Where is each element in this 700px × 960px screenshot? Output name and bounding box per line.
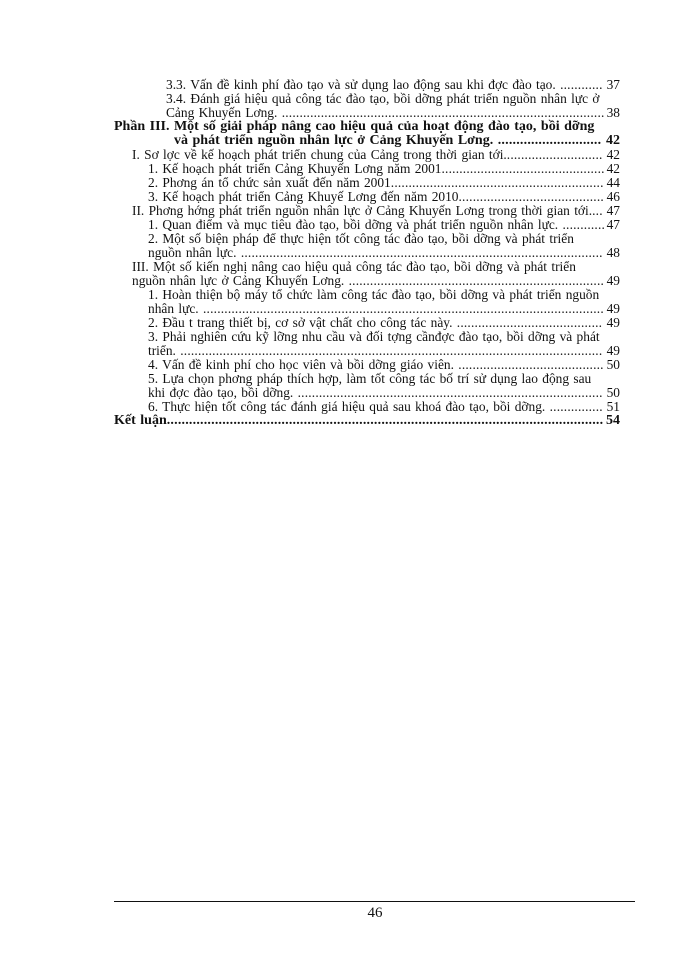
toc-entry-title	[166, 92, 606, 120]
toc-entry-page: 42	[606, 133, 620, 148]
toc-entry-title	[148, 400, 606, 414]
toc-entry	[114, 148, 620, 162]
toc-entry-page: 37	[606, 77, 620, 92]
footer-divider	[114, 901, 635, 902]
toc-entry-page: 47	[606, 217, 620, 232]
toc-entry-title	[114, 120, 605, 148]
toc-entry-page: 47	[606, 203, 620, 218]
toc-leader-dots: .......................................................................................................................	[180, 343, 603, 358]
toc-entry-title	[148, 372, 606, 400]
toc-entry-page: 38	[606, 105, 620, 120]
toc-leader-dots: ......................................................................................	[297, 385, 603, 400]
toc-entry-text: 3.3. Vấn đề kinh phí đào tạo và sử dụng lao động sau khi đợc đào tạo.	[166, 77, 561, 92]
toc-entry-title	[166, 78, 606, 92]
toc-entry-title	[148, 330, 606, 358]
toc-entry-page: 50	[606, 385, 620, 400]
toc-leader-dots: ..............................................	[441, 161, 605, 176]
toc-entry-title	[148, 218, 606, 232]
toc-entry-text: I. Sơ lợc về kế hoạch phát triển chung của Cảng trong thời gian tới.	[132, 147, 507, 162]
toc-entry-page: 46	[606, 189, 620, 204]
toc-entry	[114, 260, 620, 288]
toc-entry-text: II. Phơng hớng phát triển nguồn nhân lực ở Cảng Khuyến Lơng trong thời gian tới.	[132, 203, 593, 218]
toc-entry-title	[148, 162, 606, 176]
toc-leader-dots: ...........................................................................................	[281, 105, 605, 120]
toc-entry-title	[132, 148, 606, 162]
toc-leader-dots: .........................................	[456, 315, 603, 330]
toc-entry	[114, 162, 620, 176]
toc-entry	[114, 218, 620, 232]
toc-entry-title	[148, 232, 606, 260]
toc-entry-text: 3. Phải nghiên cứu kỹ lỡng nhu cầu và đối tợng cầnđợc đào tạo, bồi dỡng và phát triển.	[148, 329, 600, 358]
toc-entry	[114, 204, 620, 218]
toc-entry-title	[148, 288, 606, 316]
toc-leader-dots: ............................	[497, 133, 602, 148]
toc-leader-dots: ............................................................	[390, 175, 604, 190]
page-number: 46	[367, 905, 383, 921]
toc-entry-title	[148, 190, 606, 204]
table-of-contents	[114, 78, 620, 428]
toc-entry-text: III. Một số kiến nghị nâng cao hiệu quả công tác đào tạo, bồi dỡng và phát triển nguồn nhân lực ở Cảng Khuyến Lơng.	[132, 259, 576, 288]
toc-leader-dots: .........................................	[458, 189, 604, 204]
toc-entry-text: 2. Phơng án tổ chức sản xuất đến năm 2001	[148, 175, 391, 190]
toc-entry-page: 49	[606, 343, 620, 358]
toc-leader-dots: ...........................	[506, 147, 603, 162]
toc-entry-text: 3. Kế hoạch phát triển Cảng Khuyế Lơng đến năm 2010	[148, 189, 459, 204]
toc-entry-page: 54	[606, 413, 620, 428]
toc-entry	[114, 316, 620, 330]
toc-entry-title	[132, 260, 606, 288]
toc-entry	[114, 176, 620, 190]
toc-entry	[114, 120, 620, 148]
toc-entry	[114, 78, 620, 92]
toc-entry-page: 42	[606, 161, 620, 176]
toc-entry-text: 2. Một số biện pháp để thực hiện tốt công tác đào tạo, bồi dỡng và phát triển nguồn nhân lực.	[148, 231, 574, 260]
toc-leader-dots: ........................................................................	[348, 273, 605, 288]
toc-entry-title	[148, 358, 606, 372]
toc-entry	[114, 372, 620, 400]
toc-entry-title	[132, 204, 606, 218]
toc-entry-page: 48	[606, 245, 620, 260]
toc-leader-dots: ............	[562, 217, 606, 232]
toc-entry-text: 2. Đầu t trang thiết bị, cơ sở vật chất cho công tác này.	[148, 315, 457, 330]
toc-entry-text: 1. Hoàn thiện bộ máy tổ chức làm công tác đào tạo, bồi dỡng và phát triển nguồn nhân lực.	[148, 287, 600, 316]
toc-entry-text: 1. Quan điểm và mục tiêu đào tạo, bồi dỡng và phát triển nguồn nhân lực.	[148, 217, 563, 232]
toc-entry	[114, 358, 620, 372]
toc-entry	[114, 232, 620, 260]
toc-entry-text: 3.4. Đánh giá hiệu quả công tác đào tạo, bồi dỡng phát triển nguồn nhân lực ở Cảng Khuyến Lơng.	[166, 91, 600, 120]
toc-entry-page: 42	[606, 147, 620, 162]
toc-leader-dots: ...............	[549, 399, 603, 414]
toc-entry-title	[148, 176, 606, 190]
toc-entry-text: 1. Kế hoạch phát triển Cảng Khuyến Lơng năm 2001	[148, 161, 442, 176]
toc-leader-dots: ...	[592, 203, 603, 218]
toc-leader-dots: .................................................................................................................	[203, 301, 604, 316]
toc-entry-page: 44	[606, 175, 620, 190]
toc-entry-page: 49	[606, 315, 620, 330]
toc-leader-dots: ......................................................................................................................	[166, 413, 604, 428]
toc-leader-dots: ......................................................................................................	[240, 245, 603, 260]
toc-leader-dots: ............	[560, 77, 603, 92]
toc-entry-text: 6. Thực hiện tốt công tác đánh giá hiệu quả sau khoá đào tạo, bồi dỡng.	[148, 399, 550, 414]
toc-entry-title	[148, 316, 606, 330]
toc-entry-page: 50	[606, 357, 620, 372]
toc-entry	[114, 414, 620, 428]
toc-entry-page: 49	[606, 301, 620, 316]
toc-entry	[114, 330, 620, 358]
toc-leader-dots: .........................................	[458, 357, 604, 372]
toc-entry-page: 51	[606, 399, 620, 414]
toc-entry	[114, 400, 620, 414]
toc-entry-page: 49	[606, 273, 620, 288]
toc-entry	[114, 190, 620, 204]
toc-entry-text: 4. Vấn đề kinh phí cho học viên và bồi dỡng giáo viên.	[148, 357, 459, 372]
toc-entry	[114, 288, 620, 316]
toc-entry-text: Kết luận	[114, 413, 167, 428]
toc-entry-text: 5. Lựa chọn phơng pháp thích hợp, làm tốt công tác bố trí sử dụng lao động sau khi đợc đào tạo, bồi dỡng.	[148, 371, 592, 400]
toc-entry	[114, 92, 620, 120]
toc-entry-text: Phần III. Một số giải pháp nâng cao hiệu quả của hoạt động đào tạo, bồi dỡng và phát triển nguồn nhân lực ở Cảng Khuyến Lơng.	[114, 119, 595, 148]
toc-entry-title	[114, 414, 605, 428]
